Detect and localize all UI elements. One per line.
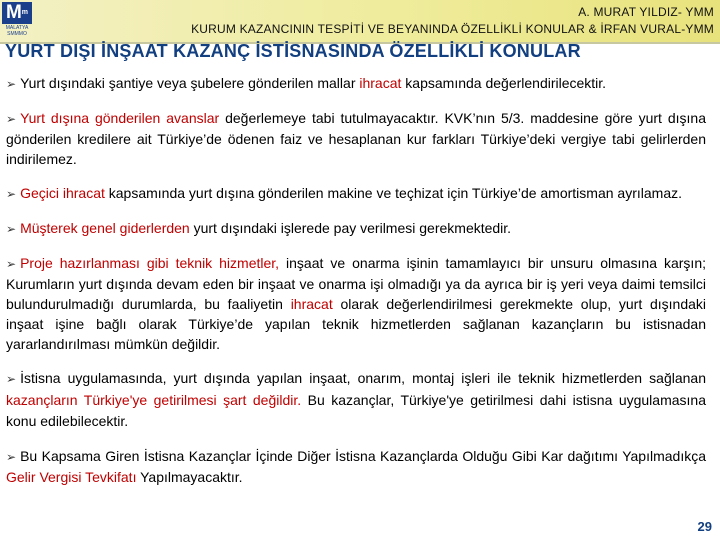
highlighted-text: ihracat xyxy=(290,296,333,312)
bullet-paragraph xyxy=(6,108,706,169)
header-subtitle: KURUM KAZANCININ TESPİTİ VE BEYANINDA ÖZELLİKLİ KONULAR & İRFAN VURAL-YMM xyxy=(191,22,714,36)
highlighted-text: Proje hazırlanması gibi teknik hizmetler, xyxy=(20,255,280,271)
bullet-paragraph xyxy=(6,446,706,487)
slide-body xyxy=(6,73,706,501)
arrow-bullet-icon: ➢ xyxy=(6,222,17,236)
bullet-paragraph xyxy=(6,253,706,354)
arrow-bullet-icon: ➢ xyxy=(6,77,17,91)
arrow-bullet-icon: ➢ xyxy=(6,257,17,271)
paragraph-text: İstisna uygulamasında, yurt dışında yapılan inşaat, onarım, montaj işleri ile teknik hizmetlerden sağlanan xyxy=(20,370,706,386)
paragraph-text: değerlemeye tabi tutulmayacaktır. KVK’nın 5/3. maddesine göre yurt dışına gönderilen kredilere ait Türkiye’de ödenen faiz ve hesaplanan kur farkları Türkiye’deki vergiye tabi gelirlerden indirilemez. xyxy=(6,110,706,167)
bullet-paragraph xyxy=(6,183,706,204)
paragraph-text: Yurt dışındaki şantiye veya şubelere gönderilen mallar xyxy=(20,75,360,91)
page-title: YURT DIŞI İNŞAAT KAZANÇ İSTİSNASINDA ÖZELLİKLİ KONULAR xyxy=(5,41,581,61)
bullet-paragraph xyxy=(6,368,706,432)
highlighted-text: ihracat xyxy=(359,75,402,91)
paragraph-text: Bu Kapsama Giren İstisna Kazançlar İçinde Diğer İstisna Kazançlarda Olduğu Gibi Kar dağıtımı Yapılmadıkça xyxy=(20,448,706,464)
arrow-bullet-icon: ➢ xyxy=(6,450,17,464)
bullet-paragraph xyxy=(6,218,706,239)
arrow-bullet-icon: ➢ xyxy=(6,187,17,201)
paragraph-text: kapsamında değerlendirilecektir. xyxy=(401,75,607,91)
page-number: 29 xyxy=(697,519,712,534)
paragraph-text: yurt dışındaki işlerede pay verilmesi gerekmektedir. xyxy=(189,220,512,236)
highlighted-text: Yurt dışına gönderilen avanslar xyxy=(20,110,220,126)
paragraph-text: inşaat ve onarma işinin tamamlayıcı bir unsuru olmasına karşın; Kurumların yurt dışında devam eden bir inşaat ve onarma işi olmadığı ya da ayrıca bir iş yeri veya daimi temsilci bulundurulmadığı durumlarda, bu faaliyetin xyxy=(6,255,706,312)
paragraph-text: Bu kazançlar, Türkiye'ye getirilmesi dahi istisna uygulamasına konu edilebilecektir. xyxy=(6,392,706,429)
header-author: A. MURAT YILDIZ- YMM xyxy=(578,5,714,19)
logo-text: MALATYA SMMMO xyxy=(5,25,29,37)
paragraph-text: olarak değerlendirilmesi gerekmekte olup, yurt dışındaki inşaat işine bağlı olarak Türkiye’de yapılan teknik hizmetlerden sağlanan kazançların bu istisnadan yararlandırılması mümkün değildir. xyxy=(6,296,706,352)
paragraph-text: Yapılmayacaktır. xyxy=(136,469,243,485)
bullet-paragraph xyxy=(6,73,706,94)
highlighted-text: kazançların Türkiye'ye getirilmesi şart değildir. xyxy=(6,392,302,408)
highlighted-text: Müşterek genel giderlerden xyxy=(20,220,190,236)
paragraph-text: kapsamında yurt dışına gönderilen makine ve teçhizat için Türkiye’de amortisman ayrılamaz. xyxy=(104,185,682,201)
arrow-bullet-icon: ➢ xyxy=(6,372,17,386)
smmmo-logo xyxy=(2,2,32,44)
highlighted-text: Gelir Vergisi Tevkifatı xyxy=(6,469,137,485)
logo-mark: $M^m$ xyxy=(2,2,32,24)
highlighted-text: Geçici ihracat xyxy=(20,185,105,201)
arrow-bullet-icon: ➢ xyxy=(6,112,17,126)
